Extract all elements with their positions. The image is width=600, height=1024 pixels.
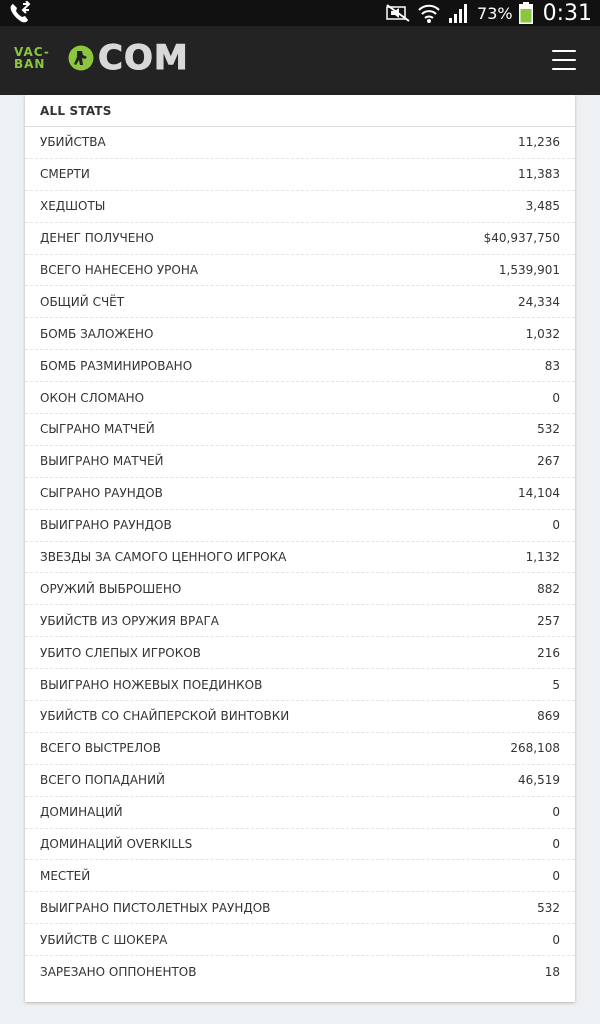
stat-value: 5 [552,677,560,692]
stat-label: ЗВЕЗДЫ ЗА САМОГО ЦЕННОГО ИГРОКА [40,550,287,565]
stat-row [25,573,575,605]
stat-row [25,829,575,861]
stats-list [25,127,575,988]
stat-row [25,510,575,542]
phone-call-icon [8,1,34,25]
stat-row [25,860,575,892]
stat-label: ВЫИГРАНО ПИСТОЛЕТНЫХ РАУНДОВ [40,900,271,915]
stat-row [25,382,575,414]
stat-value: 882 [537,581,560,596]
stat-row [25,892,575,924]
stat-row [25,637,575,669]
stat-value: 257 [537,613,560,628]
stat-row [25,733,575,765]
stat-value: 0 [552,837,560,852]
stat-value: 532 [537,900,560,915]
stat-label: ОКОН СЛОМАНО [40,390,145,405]
stat-value: 83 [544,358,560,373]
stats-card [25,95,575,1002]
stat-value: 14,104 [518,486,560,501]
stat-label: ВСЕГО ВЫСТРЕЛОВ [40,741,161,756]
stat-value: 532 [537,422,560,437]
stat-label: СМЕРТИ [40,167,90,182]
hamburger-menu-icon[interactable] [552,50,576,70]
stat-value: 0 [552,518,560,533]
stat-value: 1,539,901 [498,263,560,277]
stat-value: 0 [552,868,560,883]
stat-value: 869 [537,709,560,724]
app-header [0,26,600,95]
stat-row [25,191,575,223]
stat-row [25,956,575,988]
stat-label: ВЫИГРАНО МАТЧЕЙ [40,454,164,469]
stats-title: ALL STATS [25,95,575,127]
stat-value: 46,519 [518,773,560,788]
stat-value: 0 [552,932,560,947]
wifi-icon [417,2,441,24]
stat-value: 216 [537,645,560,660]
stat-label: ДОМИНАЦИЙ [40,805,123,820]
stat-row [25,159,575,191]
stat-row [25,414,575,446]
stat-label: ОБЩИЙ СЧЁТ [40,294,125,309]
stat-label: СЫГРАНО МАТЧЕЙ [40,422,155,437]
stat-row [25,765,575,797]
menu-bar [552,50,576,52]
battery-percent: 73% [477,3,513,23]
stat-row [25,350,575,382]
stat-value: 0 [552,805,560,820]
stat-row [25,605,575,637]
stat-label: ВСЕГО НАНЕСЕНО УРОНА [40,263,199,277]
stat-value: 11,383 [518,167,560,182]
stat-label: УБИЙСТВА [40,135,106,150]
stat-row [25,478,575,510]
stat-value: 24,334 [518,294,560,309]
site-logo[interactable] [14,38,189,78]
stat-label: МЕСТЕЙ [40,868,91,883]
stat-label: УБИТО СЛЕПЫХ ИГРОКОВ [40,645,201,660]
stat-label: ЗАРЕЗАНО ОППОНЕНТОВ [40,965,197,980]
soldier-icon [68,45,94,71]
logo-suffix: COM [98,38,189,78]
logo-bottom-text: BAN [14,57,46,71]
battery-icon [519,2,533,24]
stat-value: 1,132 [525,550,560,565]
stat-row [25,701,575,733]
stat-row [25,669,575,701]
stat-value: 268,108 [510,741,560,756]
stat-value: $40,937,750 [483,231,560,246]
stat-label: БОМБ ЗАЛОЖЕНО [40,326,154,341]
mute-icon [385,3,411,23]
stat-label: ДЕНЕГ ПОЛУЧЕНО [40,231,154,246]
stat-label: ХЕДШОТЫ [40,199,106,214]
stat-row [25,542,575,574]
stat-label: ВЫИГРАНО РАУНДОВ [40,518,172,533]
stat-row [25,924,575,956]
stat-label: ВСЕГО ПОПАДАНИЙ [40,773,166,788]
status-bar [0,0,600,26]
stat-row [25,223,575,255]
stat-label: УБИЙСТВ СО СНАЙПЕРСКОЙ ВИНТОВКИ [40,709,290,724]
clock: 0:31 [542,0,592,26]
stat-row [25,127,575,159]
logo-wordmark [14,43,66,73]
stat-row [25,286,575,318]
stat-label: СЫГРАНО РАУНДОВ [40,486,163,501]
stat-row [25,255,575,287]
stat-label: УБИЙСТВ С ШОКЕРА [40,932,168,947]
stat-row [25,446,575,478]
stat-label: ОРУЖИЙ ВЫБРОШЕНО [40,581,182,596]
signal-icon [447,2,471,24]
stat-value: 18 [544,965,560,980]
logo-top-text: VAC- [14,45,50,59]
stat-value: 11,236 [518,135,560,150]
menu-bar [552,68,576,70]
stat-value: 0 [552,390,560,405]
menu-bar [552,59,576,61]
stat-label: БОМБ РАЗМИНИРОВАНО [40,358,193,373]
stat-row [25,797,575,829]
stat-value: 3,485 [525,199,560,214]
stat-label: УБИЙСТВ ИЗ ОРУЖИЯ ВРАГА [40,613,219,628]
stat-value: 267 [537,454,560,469]
stat-value: 1,032 [525,326,560,341]
stat-label: ВЫИГРАНО НОЖЕВЫХ ПОЕДИНКОВ [40,677,263,692]
stat-label: ДОМИНАЦИЙ OVERKILLS [40,837,193,852]
stat-row [25,318,575,350]
